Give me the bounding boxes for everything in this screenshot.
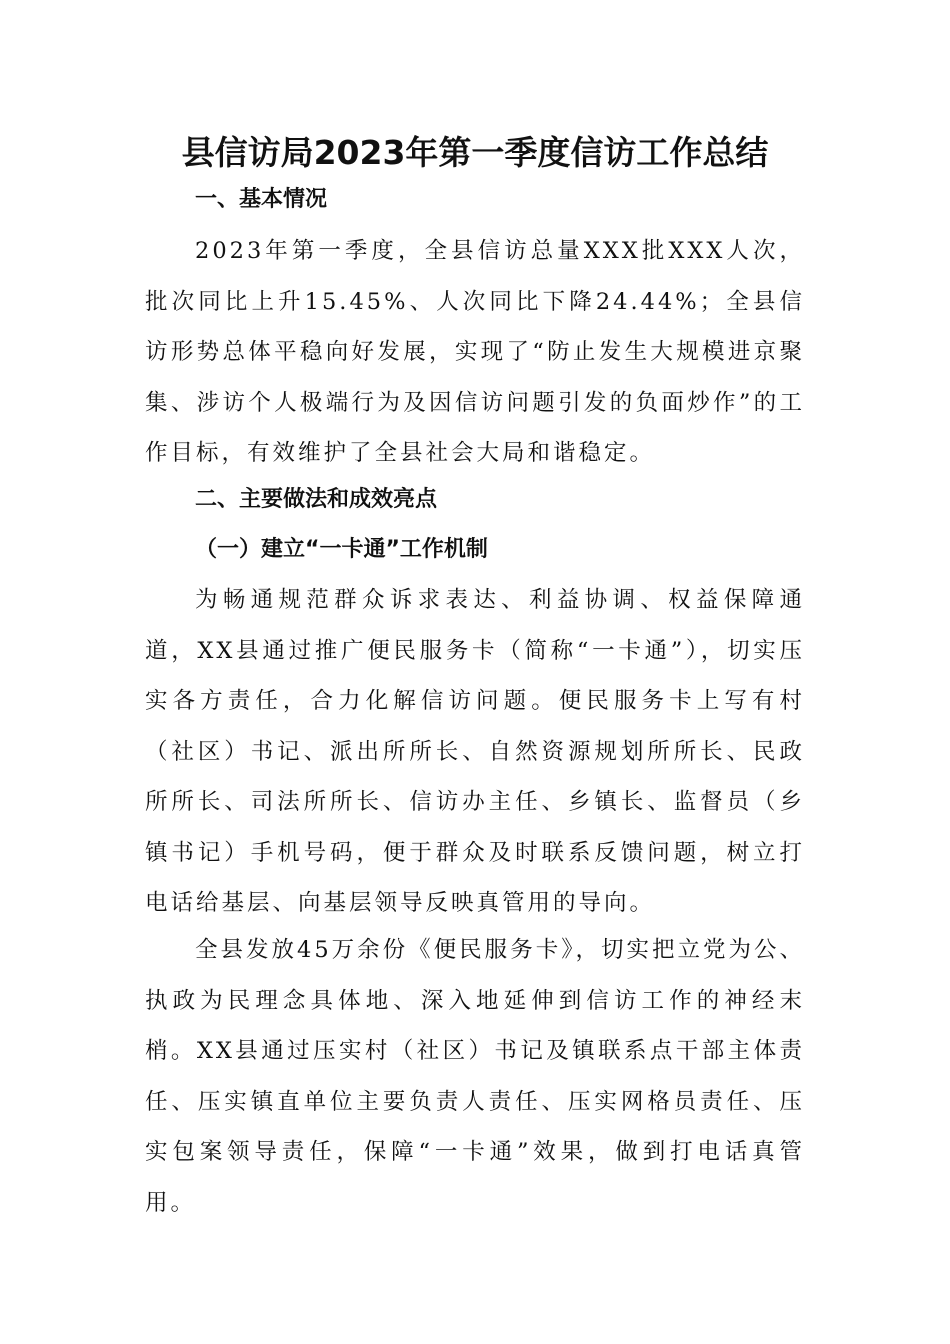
paragraph-basic-situation: 2023年第一季度，全县信访总量XXX批XXX人次，批次同比上升15.45%、人次同比下降24.44%；全县信访形势总体平稳向好发展，实现了“防止发生大规模进京聚集、涉访个人极端行为及因信访问题引发的负面炒作”的工作目标，有效维护了全县社会大局和谐稳定。 xyxy=(145,238,805,466)
section-heading-basic-situation: 一、基本情况 xyxy=(195,187,328,212)
paragraph-one-card-distribution: 全县发放45万余份《便民服务卡》，切实把立党为公、执政为民理念具体地、深入地延伸到信访工作的神经末梢。XX县通过压实村（社区）书记及镇联系点干部主体责任、压实镇直单位主要负责人责任、压实网格员责任、压实包案领导责任，保障“一卡通”效果，做到打电话真管用。 xyxy=(145,937,805,1216)
document-title: 县信访局2023年第一季度信访工作总结 xyxy=(181,133,769,172)
paragraph-one-card-intro: 为畅通规范群众诉求表达、利益协调、权益保障通道，XX县通过推广便民服务卡（简称“一卡通”），切实压实各方责任，合力化解信访问题。便民服务卡上写有村（社区）书记、派出所所长、自然资源规划所所长、民政所所长、司法所所长、信访办主任、乡镇长、监督员（乡镇书记）手机号码，便于群众及时联系反馈问题，树立打电话给基层、向基层领导反映真管用的导向。 xyxy=(145,587,805,916)
subsection-heading-one-card: （一）建立“一卡通”工作机制 xyxy=(195,537,488,562)
section-heading-main-practices: 二、主要做法和成效亮点 xyxy=(195,487,438,512)
